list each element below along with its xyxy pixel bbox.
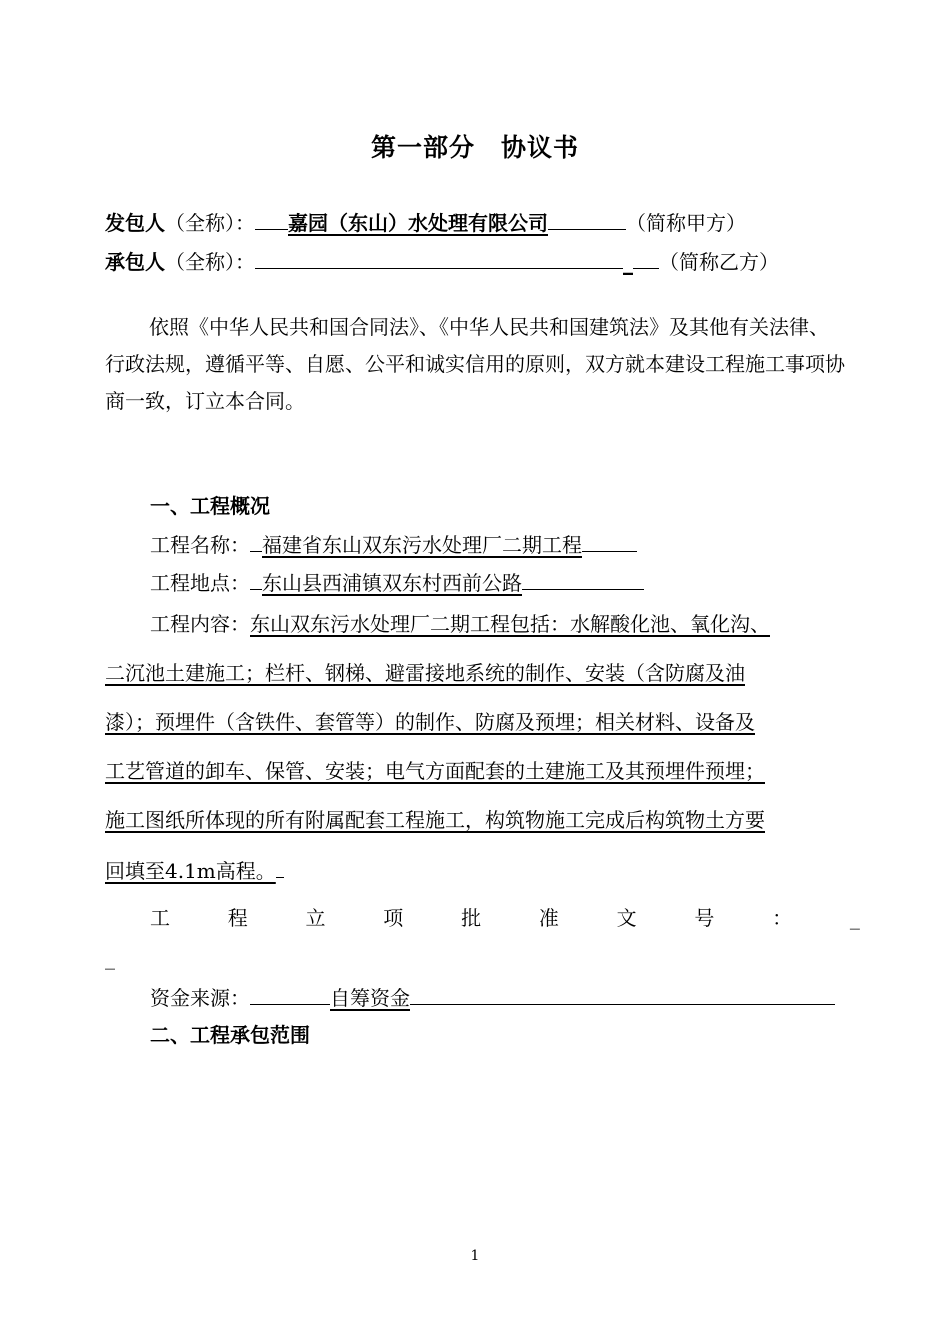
party-a-blank-tail	[548, 207, 626, 230]
party-a-suffix: （全称）：	[165, 211, 255, 235]
project-location-blank-tail	[522, 567, 644, 590]
party-b-name: _	[623, 250, 633, 274]
project-location-label: 工程地点：	[150, 571, 250, 595]
approval-char: ：	[772, 906, 793, 930]
project-content-line-2: 二沉池土建施工；栏杆、钢梯、避雷接地系统的制作、安装（含防腐及油	[105, 661, 745, 685]
intro-paragraph: 依照《中华人民共和国合同法》、《中华人民共和国建筑法》及其他有关法律、行政法规，遵循平等、自愿、公平和诚实信用的原则，双方就本建设工程施工事项协商一致，订立本合同。	[105, 315, 845, 413]
party-b-line	[105, 246, 779, 276]
project-content-text-6: 回填至4.1m高程。	[105, 859, 276, 883]
project-content-blank-tail	[276, 855, 284, 878]
project-location-line	[150, 567, 644, 597]
party-a-name: 嘉园（东山）水处理有限公司	[288, 211, 548, 235]
project-content-line-5: 施工图纸所体现的所有附属配套工程施工，构筑物施工完成后构筑物土方要	[105, 808, 765, 832]
party-b-blank-main	[285, 246, 623, 269]
page-number: 1	[470, 1248, 480, 1264]
funding-line	[150, 982, 835, 1012]
approval-char: 批	[461, 906, 482, 930]
party-a-blank-lead	[255, 207, 288, 230]
project-name-blank-tail	[582, 529, 637, 552]
party-b-abbr: （简称乙方）	[659, 250, 779, 274]
funding-blank-lead	[250, 982, 330, 1005]
approval-char: 立	[305, 906, 326, 930]
approval-char: 文	[616, 906, 637, 930]
project-location-blank-lead	[250, 567, 262, 590]
party-b-blank-tail	[633, 246, 659, 269]
project-content-line-1	[150, 610, 770, 638]
section1-heading: 一、工程概况	[150, 494, 270, 518]
section2-heading: 二、工程承包范围	[150, 1023, 310, 1047]
approval-char: _	[849, 906, 860, 930]
approval-char: 程	[227, 906, 248, 930]
funding-blank-tail	[410, 982, 835, 1005]
project-content-line-6	[105, 855, 284, 885]
project-content-label: 工程内容：	[150, 612, 250, 636]
party-a-label: 发包人	[105, 211, 165, 235]
funding-label: 资金来源：	[150, 986, 250, 1010]
approval-char: 准	[538, 906, 559, 930]
party-a-abbr: （简称甲方）	[626, 211, 746, 235]
funding-value: 自筹资金	[330, 986, 410, 1010]
project-content-line-4: 工艺管道的卸车、保管、安装；电气方面配套的土建施工及其预埋件预埋；	[105, 759, 765, 783]
party-b-blank-lead	[255, 246, 285, 269]
party-b-label: 承包人	[105, 250, 165, 274]
document-title: 第一部分 协议书	[370, 133, 579, 162]
project-name-value: 福建省东山双东污水处理厂二期工程	[262, 533, 582, 557]
approval-char: 项	[383, 906, 404, 930]
approval-char: 号	[694, 906, 715, 930]
project-location-value: 东山县西浦镇双东村西前公路	[262, 571, 522, 595]
approval-number-line	[150, 904, 860, 932]
project-content-text-1: 东山双东污水处理厂二期工程包括：水解酸化池、氧化沟、	[250, 612, 770, 636]
project-content-line-3: 漆）；预埋件（含铁件、套管等）的制作、防腐及预埋；相关材料、设备及	[105, 710, 755, 734]
approval-char: 工	[150, 906, 170, 930]
approval-number-tail: _	[105, 946, 115, 970]
party-b-suffix: （全称）：	[165, 250, 255, 274]
party-a-line	[105, 207, 746, 237]
project-name-blank-lead	[250, 529, 262, 552]
project-name-label: 工程名称：	[150, 533, 250, 557]
project-name-line	[150, 529, 637, 559]
